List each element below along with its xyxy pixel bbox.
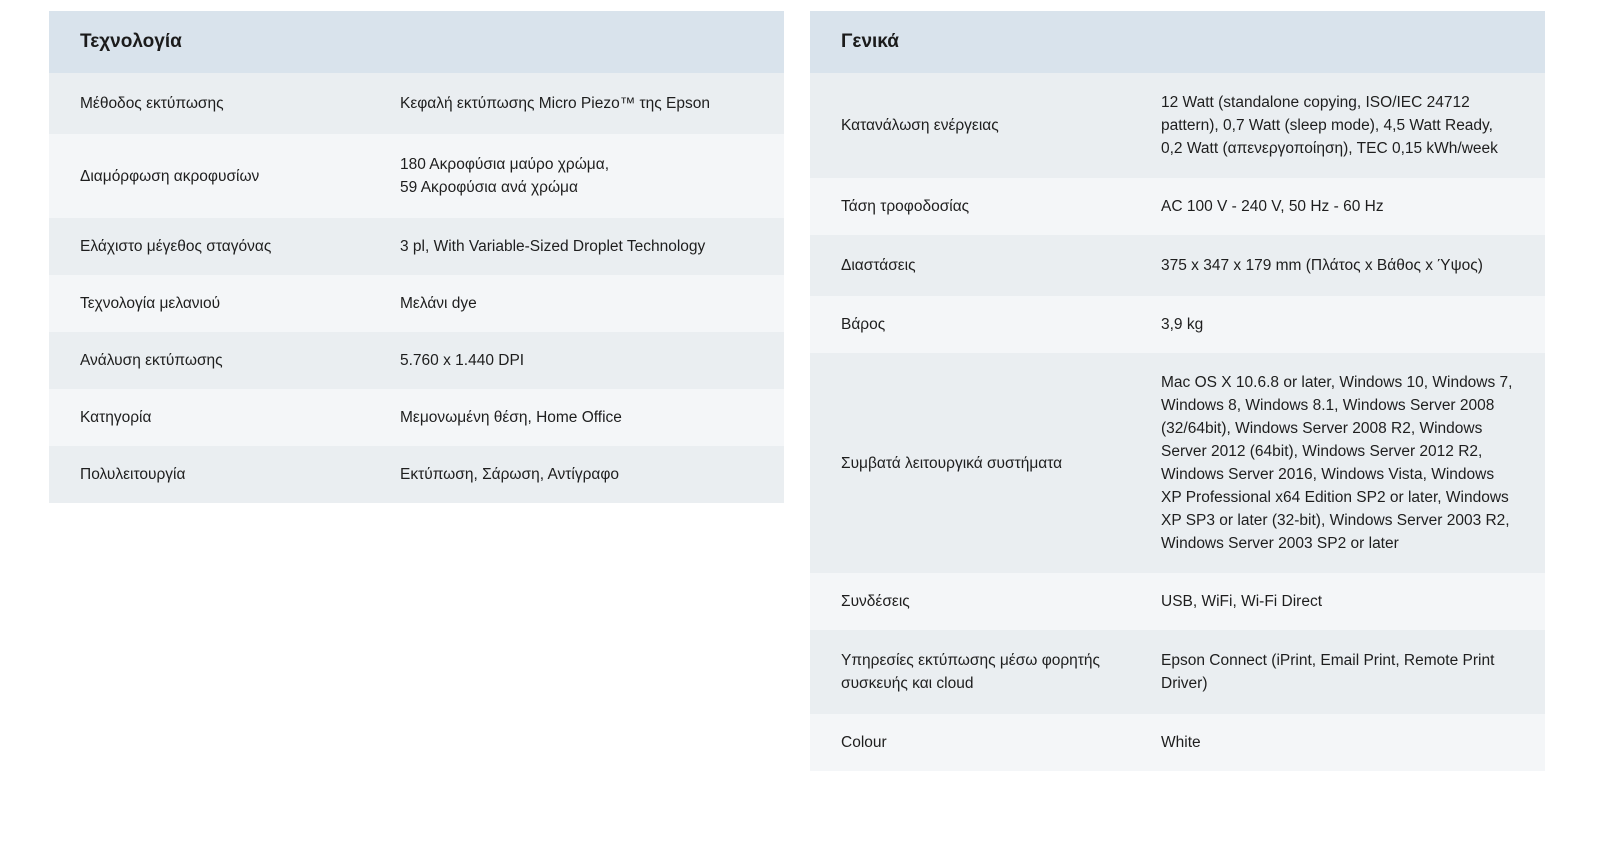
row-label: Colour: [841, 734, 887, 751]
row-label: Ελάχιστο μέγεθος σταγόνας: [80, 238, 272, 255]
table-row: [810, 573, 1545, 630]
row-value: 5.760 x 1.440 DPI: [400, 352, 525, 369]
row-label: Διαστάσεις: [841, 257, 916, 274]
row-label: Συνδέσεις: [841, 593, 910, 610]
row-value: 375 x 347 x 179 mm (Πλάτος x Βάθος x Ύψος): [1161, 257, 1483, 274]
row-label: Κατανάλωση ενέργειας: [841, 117, 999, 134]
row-value: Μελάνι dye: [400, 295, 477, 312]
table-row: [810, 178, 1545, 235]
general-spec-table: [810, 11, 1545, 771]
row-value: Μεμονωμένη θέση, Home Office: [400, 409, 622, 426]
row-label: Μέθοδος εκτύπωσης: [80, 95, 224, 112]
table-row: [810, 296, 1545, 353]
technology-spec-table: [49, 11, 784, 503]
table-title: Γενικά: [810, 11, 1545, 73]
table-row: [49, 134, 784, 218]
row-value: Εκτύπωση, Σάρωση, Αντίγραφο: [400, 466, 620, 483]
table-row: [810, 73, 1545, 178]
row-value: Epson Connect (iPrint, Email Print, Remote Print Driver): [1161, 652, 1495, 692]
table-row: [49, 332, 784, 389]
row-value: Κεφαλή εκτύπωσης Micro Piezo™ της Epson: [400, 95, 710, 112]
row-value: AC 100 V - 240 V, 50 Hz - 60 Hz: [1161, 198, 1384, 215]
row-label: Τάση τροφοδοσίας: [841, 198, 970, 215]
row-label: Συμβατά λειτουργικά συστήματα: [841, 454, 1063, 472]
row-label: Υπηρεσίες εκτύπωσης μέσω φορητής συσκευής και cloud: [841, 652, 1101, 692]
table-row: [49, 275, 784, 332]
row-label: Κατηγορία: [80, 409, 152, 426]
row-label: Βάρος: [841, 316, 886, 333]
row-value: White: [1161, 734, 1201, 751]
row-value: USB, WiFi, Wi-Fi Direct: [1161, 593, 1323, 610]
row-value: 12 Watt (standalone copying, ISO/IEC 24712 pattern), 0,7 Watt (sleep mode), 4,5 Watt Ready, 0,2 Watt (απενεργοποίηση), TEC 0,15 kWh/week: [1161, 94, 1498, 157]
row-value: 3,9 kg: [1161, 316, 1204, 333]
row-label: Ανάλυση εκτύπωσης: [80, 352, 223, 369]
row-value: Mac OS X 10.6.8 or later, Windows 10, Windows 7, Windows 8, Windows 8.1, Windows Server 2008 (32/64bit), Windows Server 2008 R2, Windows Server 2012 (64bit), Windows Server 2012 R2, Windows Server 2016, Windows Vista, Windows XP Professional x64 Edition SP2 or later, Windows XP SP3 or later (32-bit), Windows Server 2003 R2, Windows Server 2003 SP2 or later: [1161, 374, 1513, 552]
table-row: [810, 714, 1545, 771]
table-row: [49, 73, 784, 134]
table-row: [810, 630, 1545, 714]
table-row: [49, 389, 784, 446]
row-label: Πολυλειτουργία: [80, 466, 186, 483]
table-row: [49, 446, 784, 503]
row-label: Διαμόρφωση ακροφυσίων: [80, 167, 260, 185]
table-row: [49, 218, 784, 275]
row-value: 3 pl, With Variable-Sized Droplet Technology: [400, 238, 706, 255]
table-row: [810, 353, 1545, 573]
row-value: 180 Ακροφύσια μαύρο χρώμα, 59 Ακροφύσια ανά χρώμα: [400, 156, 610, 196]
row-label: Τεχνολογία μελανιού: [80, 295, 221, 312]
table-title: Τεχνολογία: [49, 11, 784, 73]
table-row: [810, 235, 1545, 296]
